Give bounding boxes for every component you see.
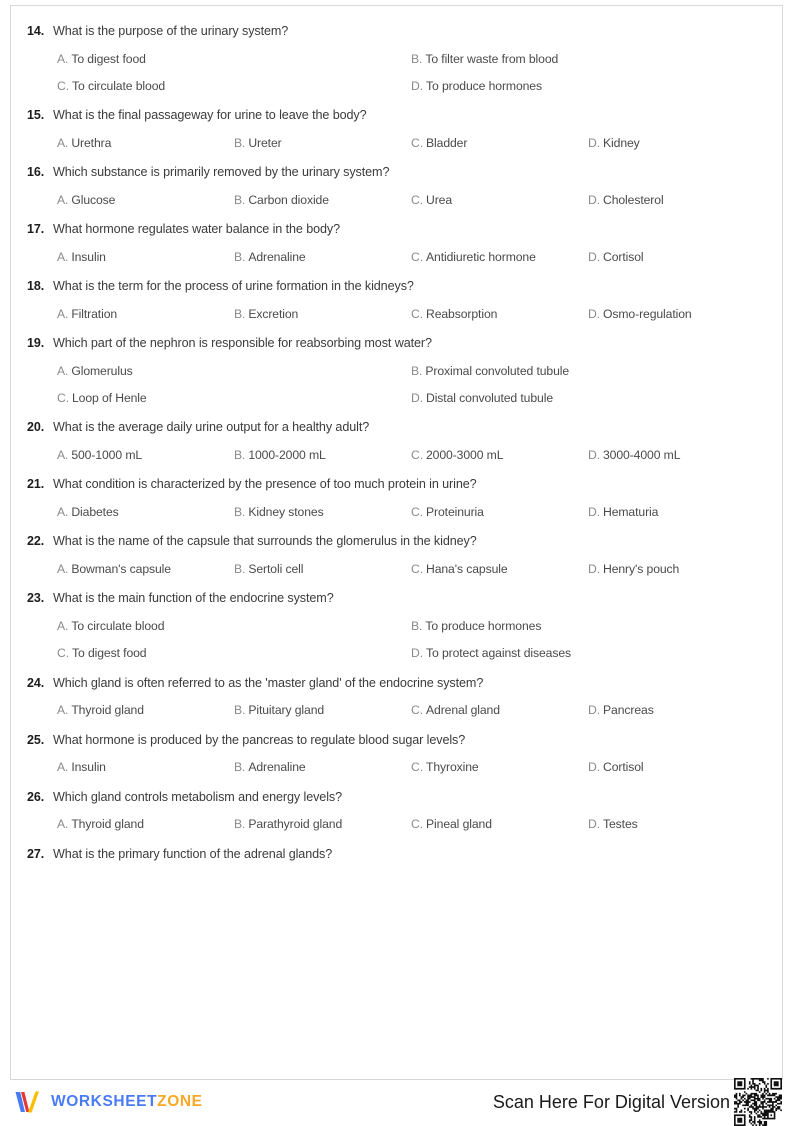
- option-text: Proteinuria: [426, 505, 484, 520]
- option-text: Reabsorption: [426, 306, 498, 321]
- option-letter: C.: [411, 562, 423, 577]
- answer-option[interactable]: [57, 193, 234, 208]
- option-text: Pancreas: [603, 703, 654, 718]
- option-row: [57, 136, 766, 151]
- answer-option[interactable]: [57, 703, 234, 718]
- question-text: What is the primary function of the adrenal glands?: [53, 846, 333, 861]
- answer-option[interactable]: [411, 760, 588, 775]
- question-block: [27, 733, 766, 776]
- question-number: 16.: [27, 165, 45, 180]
- question-number: 18.: [27, 279, 45, 294]
- option-text: 3000-4000 mL: [603, 448, 681, 463]
- option-text: To digest food: [71, 51, 146, 66]
- logo-word-worksheet: WORKSHEET: [51, 1093, 158, 1110]
- option-letter: B.: [234, 505, 246, 520]
- question-text: What condition is characterized by the presence of too much protein in urine?: [53, 477, 477, 492]
- answer-option[interactable]: [234, 817, 411, 832]
- option-text: 500-1000 mL: [71, 448, 143, 463]
- question-number: 23.: [27, 591, 45, 606]
- answer-option[interactable]: [57, 817, 234, 832]
- answer-option[interactable]: [57, 760, 234, 775]
- option-letter: C.: [411, 448, 423, 463]
- option-letter: B.: [234, 192, 246, 207]
- option-text: 1000-2000 mL: [248, 448, 326, 463]
- option-text: Parathyroid gland: [248, 817, 343, 832]
- answer-option[interactable]: [57, 448, 234, 463]
- question-number: 19.: [27, 336, 45, 351]
- question-text: Which gland controls metabolism and energy levels?: [53, 789, 343, 804]
- option-letter: C.: [411, 703, 423, 718]
- option-letter: A.: [57, 135, 69, 150]
- question-number: 21.: [27, 477, 45, 492]
- question-block: [27, 279, 766, 322]
- question-line: [27, 108, 766, 124]
- option-letter: D.: [588, 249, 600, 264]
- option-text: Excretion: [248, 306, 299, 321]
- option-letter: A.: [57, 505, 69, 520]
- answer-option[interactable]: [234, 307, 411, 322]
- answer-option[interactable]: [588, 817, 644, 832]
- option-text: Proximal convoluted tubule: [425, 363, 570, 378]
- answer-option[interactable]: [588, 505, 664, 520]
- answer-option[interactable]: [588, 193, 670, 208]
- option-text: Loop of Henle: [72, 391, 147, 406]
- option-text: To circulate blood: [71, 619, 165, 634]
- option-text: Bladder: [426, 135, 468, 150]
- question-block: [27, 591, 766, 661]
- option-letter: D.: [588, 192, 600, 207]
- option-letter: C.: [411, 135, 423, 150]
- option-text: Sertoli cell: [248, 562, 304, 577]
- option-row: [57, 703, 766, 718]
- question-number: 14.: [27, 24, 45, 38]
- question-line: [27, 420, 766, 436]
- question-line: [27, 165, 766, 181]
- answer-option[interactable]: [57, 52, 411, 67]
- option-row: [57, 646, 766, 661]
- option-letter: A.: [57, 306, 69, 321]
- question-line: [27, 790, 766, 806]
- option-letter: A.: [57, 817, 69, 832]
- option-text: Thyroid gland: [71, 817, 144, 832]
- option-text: Glomerulus: [71, 363, 133, 378]
- option-text: Thyroid gland: [71, 703, 144, 718]
- option-text: To protect against diseases: [426, 646, 571, 661]
- option-row: [57, 760, 766, 775]
- option-row: [57, 505, 766, 520]
- option-letter: D.: [588, 505, 600, 520]
- question-line: [27, 279, 766, 295]
- answer-option[interactable]: [411, 391, 559, 406]
- option-text: Filtration: [71, 306, 118, 321]
- answer-option[interactable]: [411, 505, 588, 520]
- answer-option[interactable]: [234, 250, 411, 265]
- option-text: Cortisol: [603, 249, 644, 264]
- option-row: [57, 193, 766, 208]
- question-line: [27, 24, 766, 40]
- option-letter: C.: [411, 760, 423, 775]
- question-line: [27, 847, 766, 863]
- option-text: Adrenal gland: [426, 703, 500, 718]
- option-text: Pineal gland: [426, 817, 492, 832]
- logo-wordmark: [51, 1093, 203, 1111]
- option-text: 2000-3000 mL: [426, 448, 504, 463]
- question-number: 26.: [27, 789, 45, 804]
- question-block: [27, 676, 766, 719]
- scan-cta[interactable]: [493, 1078, 783, 1126]
- answer-option[interactable]: [411, 193, 588, 208]
- option-text: Carbon dioxide: [248, 192, 329, 207]
- answer-option[interactable]: [234, 448, 411, 463]
- option-letter: C.: [411, 249, 423, 264]
- option-text: Antidiuretic hormone: [426, 249, 536, 264]
- question-line: [27, 591, 766, 607]
- answer-option[interactable]: [57, 364, 411, 379]
- scan-label: Scan Here For Digital Version: [492, 1091, 730, 1112]
- option-row: [57, 52, 766, 67]
- answer-option[interactable]: [234, 562, 411, 577]
- question-text: What is the purpose of the urinary system?: [53, 24, 289, 38]
- question-block: [27, 420, 766, 463]
- option-row: [57, 391, 766, 406]
- question-text: Which part of the nephron is responsible for reabsorbing most water?: [53, 336, 432, 351]
- answer-option[interactable]: [411, 448, 588, 463]
- option-letter: D.: [588, 448, 600, 463]
- question-text: What is the name of the capsule that surrounds the glomerulus in the kidney?: [53, 534, 477, 549]
- answer-option[interactable]: [411, 136, 588, 151]
- option-text: To produce hormones: [426, 78, 542, 93]
- question-block: [27, 108, 766, 151]
- option-letter: D.: [411, 391, 423, 406]
- option-text: Testes: [603, 817, 638, 832]
- option-letter: D.: [588, 703, 600, 718]
- option-letter: B.: [234, 817, 246, 832]
- question-block: [27, 847, 766, 863]
- option-row: [57, 448, 766, 463]
- option-letter: A.: [57, 760, 69, 775]
- answer-option[interactable]: [411, 646, 577, 661]
- answer-option[interactable]: [411, 703, 588, 718]
- option-text: Kidney stones: [248, 505, 324, 520]
- worksheet-zone-logo[interactable]: [10, 1090, 203, 1114]
- option-letter: D.: [588, 760, 600, 775]
- question-block: [27, 534, 766, 577]
- option-letter: B.: [234, 562, 246, 577]
- qr-code-icon[interactable]: [734, 1078, 782, 1126]
- option-text: To circulate blood: [72, 78, 166, 93]
- answer-option[interactable]: [411, 250, 588, 265]
- answer-option[interactable]: [57, 307, 234, 322]
- option-letter: A.: [57, 448, 69, 463]
- question-block: [27, 222, 766, 265]
- option-letter: B.: [234, 135, 246, 150]
- answer-option[interactable]: [588, 250, 650, 265]
- answer-option[interactable]: [411, 817, 588, 832]
- question-block: [27, 165, 766, 208]
- option-text: Adrenaline: [248, 760, 306, 775]
- option-text: To produce hormones: [425, 619, 542, 634]
- option-text: Bowman's capsule: [71, 562, 171, 577]
- answer-option[interactable]: [588, 760, 650, 775]
- question-text: What is the term for the process of urine formation in the kidneys?: [53, 279, 414, 294]
- option-row: [57, 307, 766, 322]
- option-letter: A.: [57, 562, 69, 577]
- question-number: 15.: [27, 108, 45, 123]
- option-letter: B.: [234, 448, 246, 463]
- option-letter: D.: [588, 135, 600, 150]
- option-letter: B.: [234, 249, 246, 264]
- option-text: Distal convoluted tubule: [426, 391, 554, 406]
- option-letter: D.: [588, 562, 600, 577]
- answer-option[interactable]: [57, 250, 234, 265]
- answer-option[interactable]: [57, 646, 411, 661]
- option-text: Hana's capsule: [426, 562, 508, 577]
- question-line: [27, 676, 766, 692]
- answer-option[interactable]: [234, 760, 411, 775]
- option-text: Adrenaline: [248, 249, 306, 264]
- answer-option[interactable]: [588, 136, 646, 151]
- option-text: Urethra: [71, 135, 112, 150]
- option-text: Urea: [426, 192, 453, 207]
- option-letter: C.: [57, 646, 69, 661]
- worksheet-card: [10, 5, 783, 1080]
- option-text: Henry's pouch: [603, 562, 680, 577]
- option-row: [57, 562, 766, 577]
- option-text: Hematuria: [603, 505, 659, 520]
- option-row: [57, 250, 766, 265]
- option-letter: B.: [411, 51, 423, 66]
- question-line: [27, 534, 766, 550]
- option-letter: A.: [57, 249, 69, 264]
- option-text: Osmo-regulation: [603, 306, 692, 321]
- option-text: Cortisol: [603, 760, 644, 775]
- option-text: Ureter: [248, 135, 282, 150]
- option-row: [57, 79, 766, 94]
- answer-option[interactable]: [411, 364, 575, 379]
- question-line: [27, 222, 766, 238]
- option-text: To filter waste from blood: [425, 51, 559, 66]
- answer-option[interactable]: [57, 562, 234, 577]
- option-letter: B.: [411, 363, 423, 378]
- option-text: Insulin: [71, 249, 106, 264]
- question-text: Which gland is often referred to as the 'master gland' of the endocrine system?: [53, 675, 484, 690]
- option-text: Pituitary gland: [248, 703, 325, 718]
- logo-w-mark: [14, 1090, 44, 1114]
- option-text: Thyroxine: [426, 760, 479, 775]
- answer-option[interactable]: [588, 307, 698, 322]
- answer-option[interactable]: [57, 619, 411, 634]
- question-text: What hormone regulates water balance in the body?: [53, 222, 341, 237]
- question-text: What hormone is produced by the pancreas to regulate blood sugar levels?: [53, 732, 466, 747]
- option-letter: D.: [588, 817, 600, 832]
- option-letter: B.: [234, 760, 246, 775]
- logo-word-zone: ZONE: [157, 1093, 203, 1110]
- question-line: [27, 733, 766, 749]
- answer-option[interactable]: [57, 79, 411, 94]
- option-text: Kidney: [603, 135, 640, 150]
- question-number: 24.: [27, 675, 45, 690]
- question-text: What is the final passageway for urine to leave the body?: [53, 108, 367, 123]
- option-row: [57, 817, 766, 832]
- question-text: Which substance is primarily removed by the urinary system?: [53, 165, 390, 180]
- question-text: What is the main function of the endocrine system?: [53, 591, 334, 606]
- option-text: Diabetes: [71, 505, 119, 520]
- question-block: [27, 336, 766, 406]
- page-footer: [10, 1082, 783, 1122]
- answer-option[interactable]: [411, 52, 564, 67]
- question-number: 25.: [27, 732, 45, 747]
- answer-option[interactable]: [588, 448, 686, 463]
- answer-option[interactable]: [57, 136, 234, 151]
- question-line: [27, 477, 766, 493]
- answer-option[interactable]: [234, 193, 411, 208]
- answer-option[interactable]: [57, 505, 234, 520]
- answer-option[interactable]: [234, 505, 411, 520]
- option-letter: A.: [57, 703, 69, 718]
- option-text: To digest food: [72, 646, 147, 661]
- option-letter: B.: [411, 619, 423, 634]
- answer-option[interactable]: [411, 79, 548, 94]
- answer-option[interactable]: [234, 136, 411, 151]
- option-letter: C.: [411, 817, 423, 832]
- question-number: 27.: [27, 846, 45, 861]
- answer-option[interactable]: [411, 619, 547, 634]
- question-block: [27, 477, 766, 520]
- question-block: [27, 790, 766, 833]
- option-letter: D.: [411, 646, 423, 661]
- option-text: Cholesterol: [603, 192, 664, 207]
- option-text: Glucose: [71, 192, 116, 207]
- question-block: [27, 24, 766, 94]
- option-letter: C.: [411, 505, 423, 520]
- question-number: 20.: [27, 420, 45, 435]
- option-letter: C.: [57, 391, 69, 406]
- option-row: [57, 619, 766, 634]
- option-letter: D.: [411, 78, 423, 93]
- answer-option[interactable]: [411, 307, 588, 322]
- option-row: [57, 364, 766, 379]
- option-letter: D.: [588, 306, 600, 321]
- option-letter: C.: [57, 78, 69, 93]
- answer-option[interactable]: [588, 703, 660, 718]
- option-letter: C.: [411, 192, 423, 207]
- option-letter: B.: [234, 703, 246, 718]
- question-line: [27, 336, 766, 352]
- question-number: 17.: [27, 222, 45, 237]
- question-number: 22.: [27, 534, 45, 549]
- option-letter: A.: [57, 363, 69, 378]
- answer-option[interactable]: [588, 562, 685, 577]
- answer-option[interactable]: [411, 562, 588, 577]
- option-letter: C.: [411, 306, 423, 321]
- question-text: What is the average daily urine output for a healthy adult?: [53, 420, 370, 435]
- option-letter: B.: [234, 306, 246, 321]
- option-letter: A.: [57, 192, 69, 207]
- option-text: Insulin: [71, 760, 106, 775]
- option-letter: A.: [57, 619, 69, 634]
- answer-option[interactable]: [234, 703, 411, 718]
- answer-option[interactable]: [57, 391, 411, 406]
- option-letter: A.: [57, 51, 69, 66]
